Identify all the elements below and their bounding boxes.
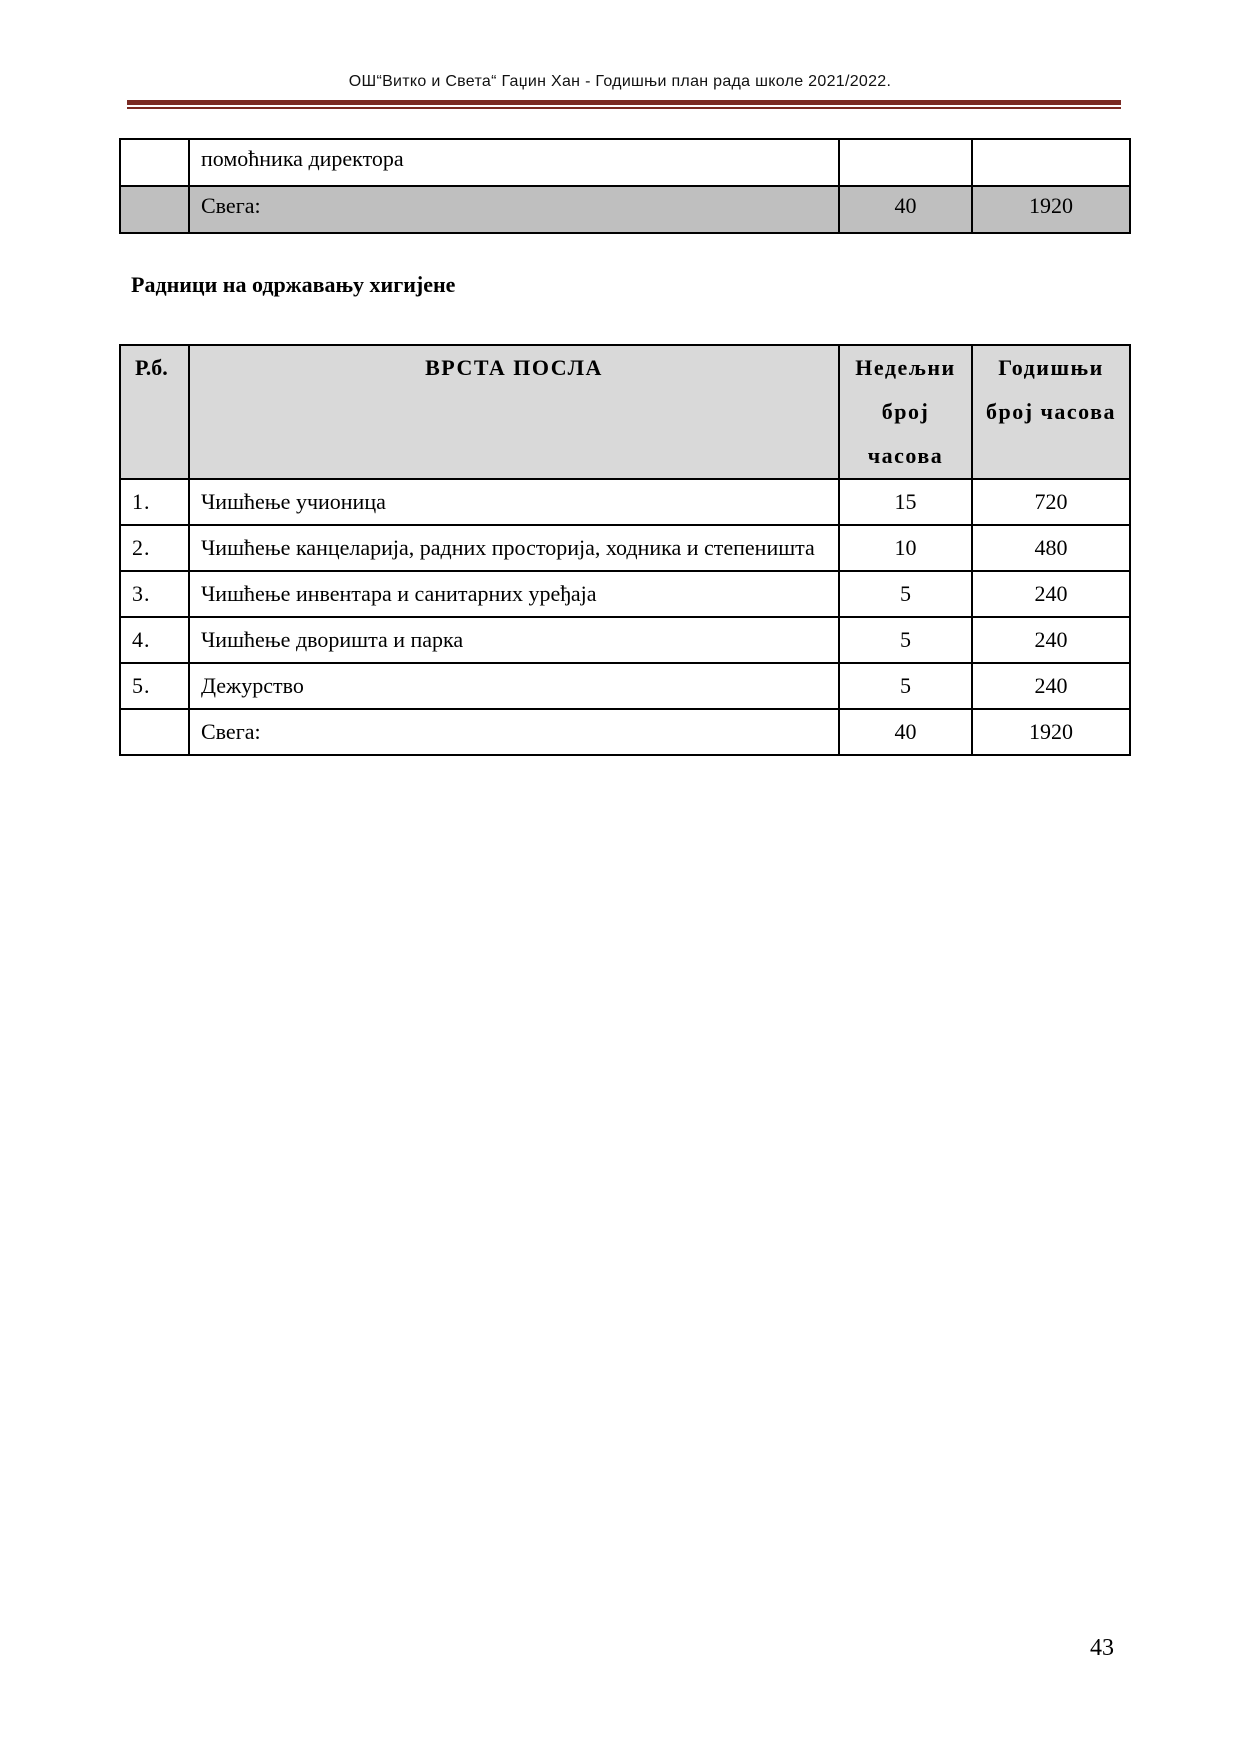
cell-weekly: 10: [839, 525, 972, 571]
table-header-row: [120, 345, 1130, 479]
header-weekly-line: Недељни: [855, 355, 956, 380]
section-title: Радници на одржавању хигијене: [131, 272, 456, 297]
header-yearly: [972, 345, 1130, 479]
cell-job: Свега:: [189, 186, 839, 233]
cell-job: Дежурство: [189, 663, 839, 709]
header-rb: Р.б.: [120, 345, 189, 479]
cell-job: Чишћење канцеларија, радних просторија, ходника и степеништа: [189, 525, 839, 571]
cell-weekly: 5: [839, 571, 972, 617]
cell-yearly: 1920: [972, 186, 1130, 233]
header-weekly: [839, 345, 972, 479]
cell-rb: 3.: [120, 571, 189, 617]
cell-rb: 1.: [120, 479, 189, 525]
continued-table: [119, 138, 1131, 234]
hygiene-workers-table: [119, 344, 1131, 756]
table-row-total: [120, 709, 1130, 755]
cell-yearly: 720: [972, 479, 1130, 525]
cell-weekly: [839, 139, 972, 186]
cell-weekly: 40: [839, 186, 972, 233]
table-row: [120, 663, 1130, 709]
cell-yearly: 1920: [972, 709, 1130, 755]
table-row: [120, 571, 1130, 617]
cell-weekly: 40: [839, 709, 972, 755]
page-number: 43: [1090, 1635, 1114, 1661]
table-row-total: [120, 186, 1130, 233]
header-yearly-line: Годишњи: [998, 355, 1104, 380]
cell-yearly: 480: [972, 525, 1130, 571]
header-weekly-line: часова: [867, 443, 944, 468]
header-divider-thick: [127, 100, 1121, 105]
header-divider-thin: [127, 107, 1121, 109]
cell-rb: 5.: [120, 663, 189, 709]
cell-weekly: 5: [839, 617, 972, 663]
cell-rb: 2.: [120, 525, 189, 571]
header-weekly-line: број: [881, 399, 930, 424]
cell-job: помоћника директора: [189, 139, 839, 186]
table-row: [120, 525, 1130, 571]
table-row: [120, 139, 1130, 186]
header-yearly-line: број часова: [985, 399, 1117, 424]
cell-job: Чишћење учионица: [189, 479, 839, 525]
cell-job: Чишћење инвентара и санитарних уређаја: [189, 571, 839, 617]
page-header: ОШ“Витко и Света“ Гаџин Хан - Годишњи план рада школе 2021/2022.: [348, 73, 892, 90]
table-row: [120, 479, 1130, 525]
cell-job: Свега:: [189, 709, 839, 755]
cell-job: Чишћење дворишта и парка: [189, 617, 839, 663]
cell-yearly: 240: [972, 571, 1130, 617]
cell-rb: [120, 139, 189, 186]
cell-rb: [120, 709, 189, 755]
cell-weekly: 15: [839, 479, 972, 525]
cell-rb: [120, 186, 189, 233]
cell-rb: 4.: [120, 617, 189, 663]
cell-yearly: 240: [972, 617, 1130, 663]
header-job: ВРСТА ПОСЛА: [189, 345, 839, 479]
table-row: [120, 617, 1130, 663]
cell-weekly: 5: [839, 663, 972, 709]
cell-yearly: [972, 139, 1130, 186]
cell-yearly: 240: [972, 663, 1130, 709]
